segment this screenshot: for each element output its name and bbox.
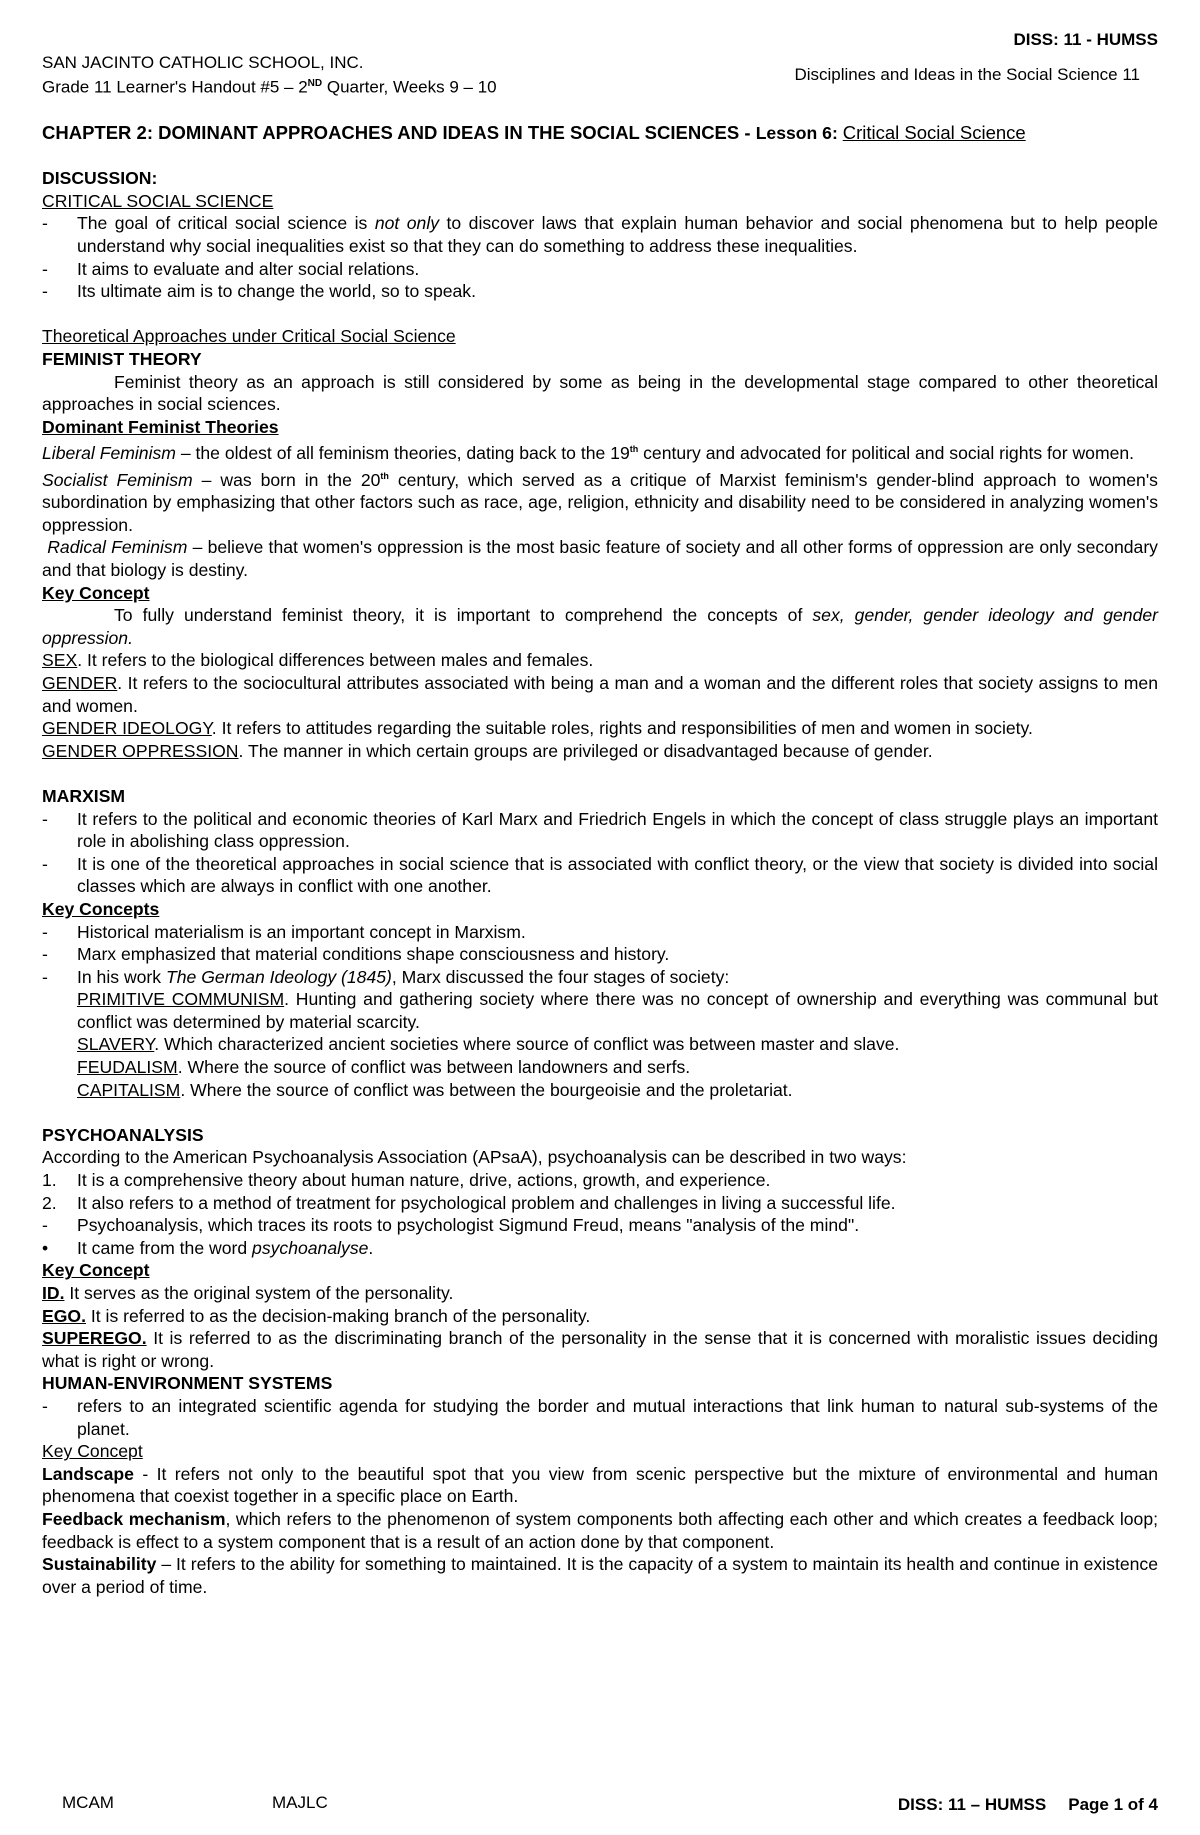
psychoanalysis-list [42,1214,1158,1259]
course-code: DISS: 11 - HUMSS [1013,30,1158,49]
id-definition: ID. It serves as the original system of the personality. [42,1283,454,1303]
discussion-heading: DISCUSSION: [42,168,158,189]
feminist-intro: Feminist theory as an approach is still considered by some as being in the developmental stage compared to other theoretical approaches in social sciences. [42,371,1158,415]
gender-definition: GENDER. It refers to the sociocultural attributes associated with being a man and a woman and the different roles that society assigns to men and women. [42,672,1158,716]
marxism-key-list [42,921,1158,989]
socialist-feminism: Socialist Feminism – was born in the 20th century, which served as a critique of Marxist feminism's gender-blind approach to women's subordination by emphasizing that other factors such as race, age, religion, ethnicity and disability need to be considered in analyzing women's oppression. [42,469,1158,535]
footer-author-2: MAJLC [272,1793,328,1812]
list-item: - Historical materialism is an important concept in Marxism. [42,921,1158,944]
psychoanalysis-numbered-list [42,1169,1158,1214]
list-item: - Its ultimate aim is to change the world, so to speak. [42,280,1158,303]
sustainability-definition: Sustainability – It refers to the ability for something to maintained. It is the capacity of a system to maintain its health and continue in existence over a period of time. [42,1554,1158,1597]
liberal-feminism: Liberal Feminism – the oldest of all feminism theories, dating back to the 19th century and advocated for political and social rights for women. [42,443,1135,464]
lesson-title: Critical Social Science [842,122,1026,143]
dominant-heading: Dominant Feminist Theories [42,416,279,437]
critical-list [42,212,1158,302]
key-concept-heading: Key Concept [42,582,150,603]
hes-heading: HUMAN-ENVIRONMENT SYSTEMS [42,1373,333,1394]
page-number: Page 1 of 4 [1068,1795,1158,1814]
handout-prefix: Grade 11 Learner's Handout #5 – 2 [42,77,308,97]
school-name: SAN JACINTO CATHOLIC SCHOOL, INC. [42,53,364,72]
marxism-list [42,808,1158,898]
feedback-definition: Feedback mechanism, which refers to the phenomenon of system components both affecting each other and which creates a feedback loop; feedback is effect to a system component that is a result of an action done by that component. [42,1508,1158,1552]
hes-key-heading: Key Concept [42,1441,143,1462]
handout-sup: ND [307,78,323,89]
stage-feudalism: FEUDALISM. Where the source of conflict was between landowners and serfs. [77,1057,691,1078]
list-item: - Marx emphasized that material conditions shape consciousness and history. [42,943,1158,966]
list-item: - It refers to the political and economic theories of Karl Marx and Friedrich Engels in which the concept of class struggle plays an important role in abolishing class oppression. [42,808,1158,853]
psycho-key-heading: Key Concept [42,1260,150,1281]
gender-ideology-definition: GENDER IDEOLOGY. It refers to attitudes regarding the suitable roles, rights and responsibilities of men and women in society. [42,718,1033,739]
stage-slavery: SLAVERY. Which characterized ancient societies where source of conflict was between master and slave. [77,1034,900,1055]
gender-oppression-definition: GENDER OPPRESSION. The manner in which certain groups are privileged or disadvantaged because of gender. [42,740,933,761]
ego-definition: EGO. It is referred to as the decision-making branch of the personality. [42,1305,591,1326]
list-item: 1. It is a comprehensive theory about human nature, drive, actions, growth, and experience. [42,1170,771,1191]
footer-course: DISS: 11 – HUMSS [897,1795,1047,1814]
radical-feminism: Radical Feminism – believe that women's oppression is the most basic feature of society and all other forms of oppression are only secondary and that biology is destiny. [42,537,1158,580]
list-item: 2. It also refers to a method of treatment for psychological problem and challenges in living a successful life. [42,1192,896,1213]
footer-page-info [898,1795,1158,1815]
superego-definition: SUPEREGO. It is referred to as the discriminating branch of the personality in the sense that it is concerned with moralistic issues deciding what is right or wrong. [42,1328,1158,1371]
key-concepts-heading: Key Concepts [42,898,160,919]
chapter-heading: CHAPTER 2: DOMINANT APPROACHES AND IDEAS IN THE SOCIAL SCIENCES - [42,122,756,143]
marxism-heading: MARXISM [42,785,126,806]
list-item: - It aims to evaluate and alter social relations. [42,258,1158,281]
key-concept-intro: To fully understand feminist theory, it is important to comprehend the concepts of sex, gender, gender ideology and gender oppression. [42,605,1158,648]
psychoanalysis-heading: PSYCHOANALYSIS [42,1124,204,1145]
list-item: - The goal of critical social science is not only to discover laws that explain human behavior and social phenomena but to help people understand why social inequalities exist so that they can do something to address these inequalities. [42,212,1158,257]
stage-capitalism: CAPITALISM. Where the source of conflict was between the bourgeoisie and the proletariat. [77,1079,793,1100]
lesson-label: Lesson 6: [755,123,843,143]
list-item: - It is one of the theoretical approaches in social science that is associated with conflict theory, or the view that society is divided into social classes which are always in conflict with one another. [42,853,1158,898]
landscape-definition: Landscape - It refers not only to the beautiful spot that you view from scenic perspective but the mixture of environmental and human phenomena that coexist together in a specific place on Earth. [42,1463,1158,1507]
psychoanalysis-intro: According to the American Psychoanalysis Association (APsaA), psychoanalysis can be described in two ways: [42,1147,907,1168]
school-header [42,52,497,98]
handout-suffix: Quarter, Weeks 9 – 10 [322,77,497,97]
hes-list [42,1395,1158,1440]
stage-primitive-communism: PRIMITIVE COMMUNISM. Hunting and gathering society where there was no concept of ownership and everything was communal but conflict was determined by material scarcity. [77,989,1158,1032]
handout-info [42,73,497,98]
sex-definition: SEX. It refers to the biological differences between males and females. [42,650,594,671]
feminist-heading: FEMINIST THEORY [42,348,202,369]
subject-title: Disciplines and Ideas in the Social Science 11 [794,65,1140,84]
footer-author-1: MCAM [62,1793,114,1812]
list-item: - refers to an integrated scientific agenda for studying the border and mutual interactions that link human to natural sub-systems of the planet. [42,1395,1158,1440]
chapter-title [42,122,1158,145]
approaches-heading: Theoretical Approaches under Critical Social Science [42,326,456,347]
list-item: - Psychoanalysis, which traces its roots to psychologist Sigmund Freud, means "analysis of the mind". [42,1214,1158,1237]
section-critical: CRITICAL SOCIAL SCIENCE [42,190,274,211]
list-item: • It came from the word psychoanalyse. [42,1237,1158,1260]
main-content [42,122,1158,1598]
list-item: - In his work The German Ideology (1845), Marx discussed the four stages of society: [42,966,1158,989]
